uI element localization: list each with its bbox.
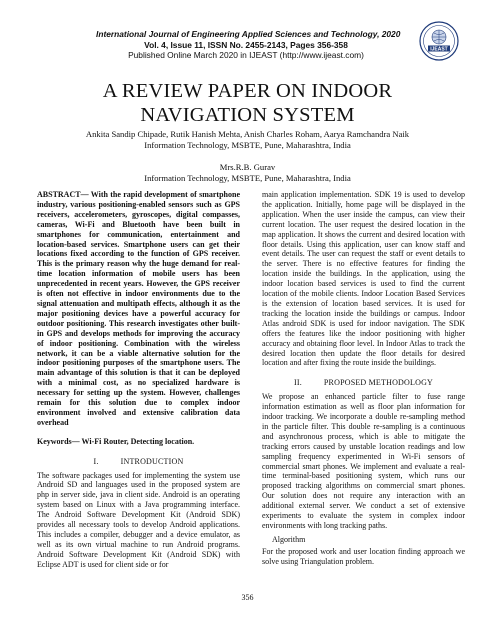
- keywords: Keywords— Wi-Fi Router, Detecting location.: [37, 436, 195, 446]
- author2-name: Mrs.R.B. Gurav: [219, 162, 276, 172]
- left-column: [37, 190, 240, 570]
- section-number: II.: [293, 378, 302, 388]
- section-heading-methodology: [262, 378, 465, 388]
- abstract: ABSTRACT— With the rapid development of smartphone industry, various positioning-enabled sensors such as GPS receivers, accelerometers, gyroscopes, digital compasses, cameras, Wi-Fi and Bluetooth have been built in smartphones for communication, entertainment and location-based services. Smartphone users can get their locations fixed according to the function of GPS receiver. This is the primary reason why the huge demand for real-time location information of mobile users has been unprecedented in recent years. However, the GPS receiver is often not effective in indoor environments due to the signal attenuation and multipath effects, although it as the major positioning devices have a powerful accuracy for outdoor positioning. This research investigates other built-in GPS and develops methods for improving the accuracy of indoor positioning. Combination with the wireless network, it can be a viable alternative solution for the indoor positioning purposes of the smartphone users. The main advantage of this solution is that it can be deployed with a minimal cost, as no specialized hardware is necessary for setting up the system. However, challenges remain for this solution due to complex indoor environment involved and extensive calibration data overhead: [37, 190, 240, 427]
- logo-text: IJEAST: [430, 46, 448, 53]
- section-title: INTRODUCTION: [120, 456, 184, 466]
- author2-block: [40, 162, 455, 183]
- algorithm-text: For the proposed work and user location finding approach we solve using Triangulation problem.: [262, 546, 465, 566]
- authors-line: Ankita Sandip Chipade, Rutik Hanish Mehta, Anish Charles Roham, Aarya Ramchandra Naik: [85, 129, 410, 139]
- authors-affiliation: Information Technology, MSBTE, Pune, Maharashtra, India: [144, 139, 351, 150]
- published-line: Published Online March 2020 in IJEAST (http://www.ijeast.com): [128, 50, 364, 61]
- page-number: 356: [241, 593, 254, 602]
- paper-title: [40, 79, 455, 127]
- section-number: I.: [93, 456, 99, 466]
- introduction-continued: main application implementation. SDK 19 is used to develop the application. Initially, home page will be displayed in the application. When the user inside the campus, can view their current location. The user request the desired location in the map application. It shows the current and desired location with floor details. Using this application, user can know staff and event details. The user can request the staff or event details to the server. There is no effective features for finding the location inside the buildings. In the application, using the indoor location based services is used to find the current location of the mobile clients. Indoor Location Based Services is the extension of location based services. It is used for tracking the location inside the buildings or campus. Indoor Atlas android SDK is used for indoor navigation. The SDK offers the features like the indoor positioning with higher accuracy and obtaining floor level. In Indoor Atlas to track the desired location then update the floor details for desired location and after fixing the route inside the buildings.: [262, 190, 465, 368]
- right-column: [262, 190, 465, 567]
- section-heading-introduction: [37, 457, 240, 467]
- volume-info: Vol. 4, Issue 11, ISSN No. 2455-2143, Pages 356-358: [144, 39, 348, 50]
- author2-affiliation: Information Technology, MSBTE, Pune, Maharashtra, India: [144, 172, 351, 183]
- section-title: PROPOSED METHODOLOGY: [323, 378, 434, 388]
- title-line-1: A REVIEW PAPER ON INDOOR: [102, 80, 393, 102]
- methodology-text: We propose an enhanced particle filter to fuse range information estimation as well as floor plan information for indoor tracking. We incorporate a double re-sampling method in the particle filter. This double re-sampling is a continuous and asynchronous process, which is able to mitigate the tracking errors caused by unstable location readings and low sampling frequency experimented in Wi-Fi sensors of commercial smart phones. We implement and evaluate a real-time terminal-based positioning system, which runs our proposed tracking algorithms on commercial smart phones. Our solution does not require any interaction with an additional external server. We conduct a set of extensive experiments to evaluate the system in complex indoor environments with long tracking paths.: [262, 392, 465, 530]
- introduction-text: The software packages used for implementing the system use Android SD and languages used in the proposed system are php in server side, java in client side. Android is an operating system based on Linux with a Java programming interface. The Android Software Development Kit (Android SDK) provides all necessary tools to develop Android applications. This includes a compiler, debugger and a device emulator, as well as its own virtual machine to run Android programs. Android Software Development Kit (Android SDK) with Eclipse ADT is used for client side or for: [37, 470, 240, 569]
- journal-logo-icon: [419, 21, 459, 61]
- journal-header: [96, 29, 401, 61]
- authors-block: [40, 129, 455, 150]
- algorithm-heading: Algorithm: [272, 534, 306, 544]
- title-line-2: NAVIGATION SYSTEM: [140, 104, 355, 126]
- journal-name: International Journal of Engineering Applied Sciences and Technology, 2020: [96, 29, 401, 39]
